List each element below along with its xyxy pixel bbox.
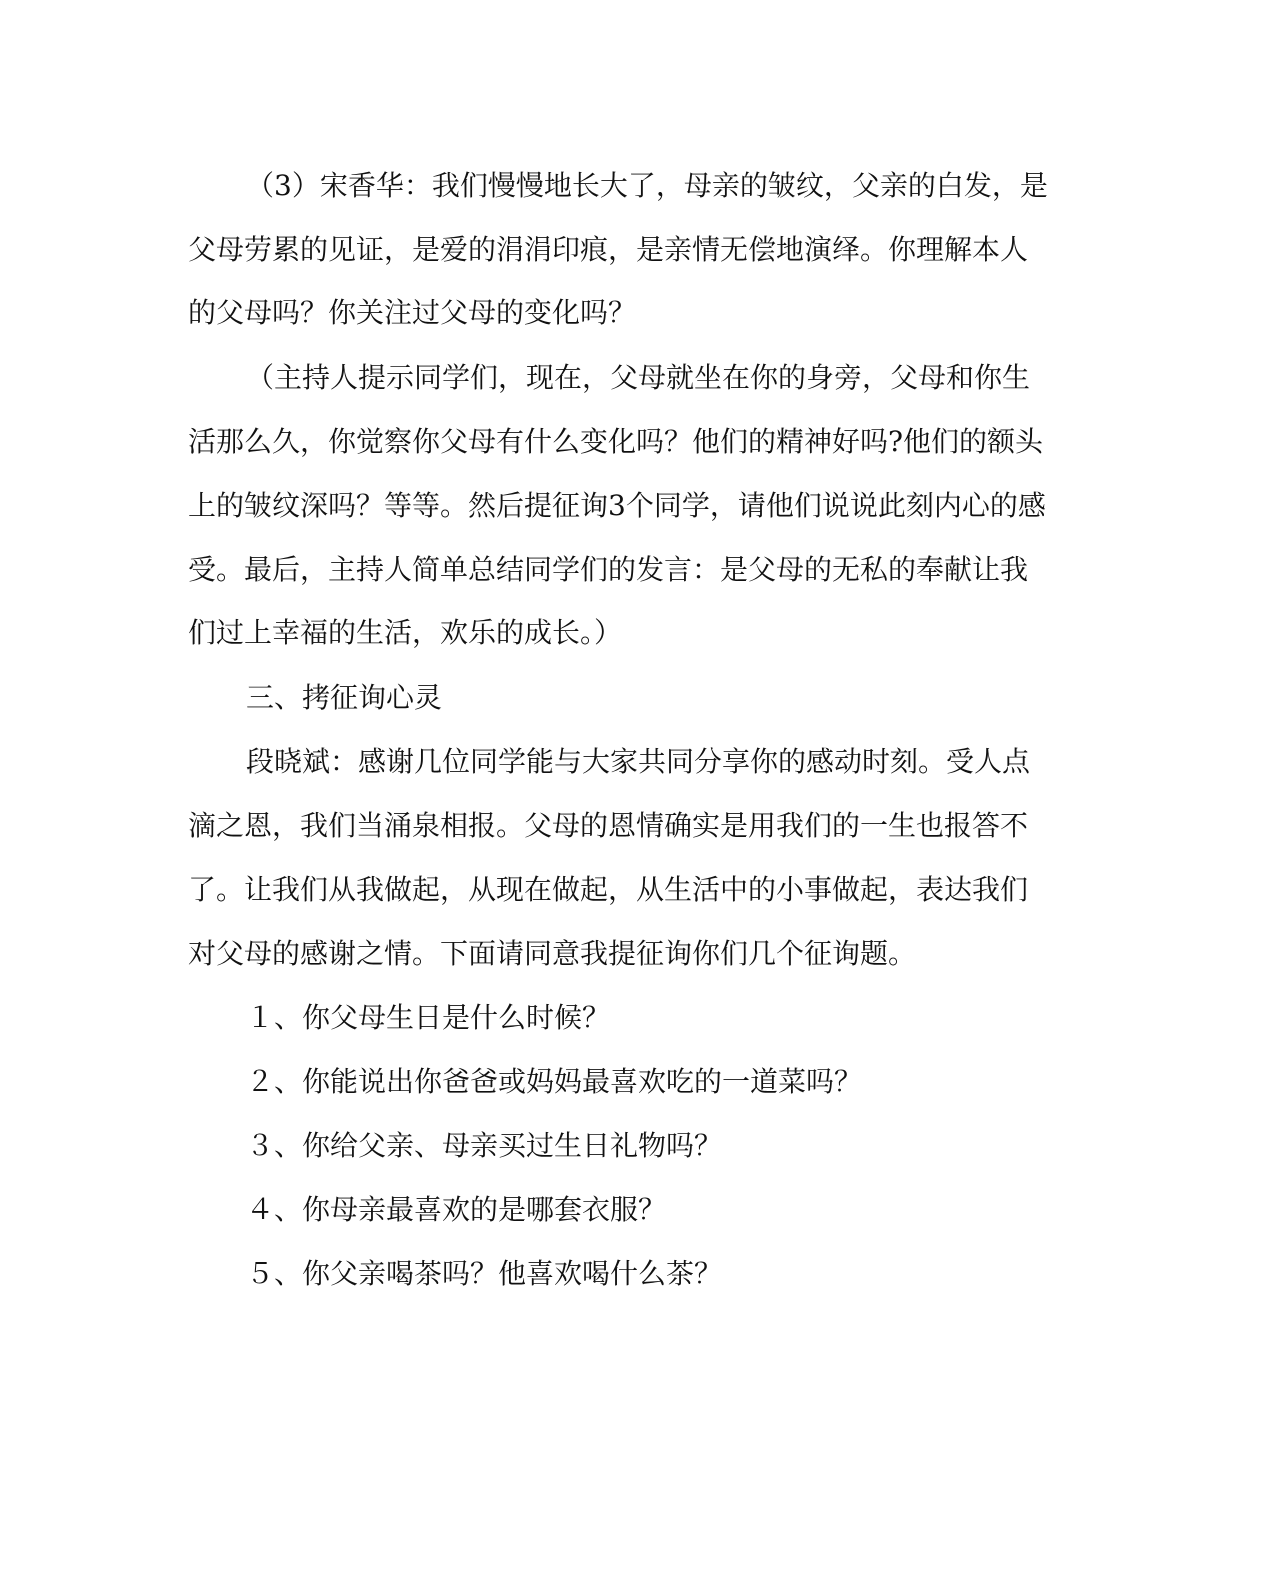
paragraph-line: （主持人提示同学们，现在，父母就坐在你的身旁，父母和你生 (246, 361, 1031, 394)
paragraph-line: 了。让我们从我做起，从现在做起，从生活中的小事做起，表达我们 (188, 873, 1029, 906)
list-item: ２、你能说出你爸爸或妈妈最喜欢吃的一道菜吗？ (246, 1065, 863, 1098)
paragraph-line: 对父母的感谢之情。下面请同意我提征询你们几个征询题。 (188, 937, 917, 970)
paragraph-line: （3）宋香华：我们慢慢地长大了，母亲的皱纹，父亲的白发，是 (246, 169, 1048, 202)
list-item: ３、你给父亲、母亲买过生日礼物吗？ (246, 1129, 723, 1162)
paragraph-line: 滴之恩，我们当涌泉相报。父母的恩情确实是用我们的一生也报答不 (188, 809, 1029, 842)
paragraph-line: 活那么久，你觉察你父母有什么变化吗？他们的精神好吗?他们的额头 (188, 425, 1044, 458)
paragraph-line: 们过上幸福的生活，欢乐的成长。） (188, 616, 623, 649)
paragraph-line: 上的皱纹深吗？等等。然后提征询3个同学，请他们说说此刻内心的感 (188, 489, 1046, 522)
paragraph-line: 的父母吗？你关注过父母的变化吗？ (188, 296, 637, 329)
section-heading: 三、拷征询心灵 (246, 681, 443, 714)
list-item: ４、你母亲最喜欢的是哪套衣服？ (246, 1193, 667, 1226)
paragraph-line: 段晓斌：感谢几位同学能与大家共同分享你的感动时刻。受人点 (246, 745, 1031, 778)
list-item: １、你父母生日是什么时候？ (246, 1001, 611, 1034)
list-item: ５、你父亲喝茶吗？他喜欢喝什么茶？ (246, 1257, 723, 1290)
paragraph-line: 受。最后，主持人简单总结同学们的发言：是父母的无私的奉献让我 (188, 553, 1029, 586)
paragraph-line: 父母劳累的见证，是爱的涓涓印痕，是亲情无偿地演绎。你理解本人 (188, 233, 1029, 266)
